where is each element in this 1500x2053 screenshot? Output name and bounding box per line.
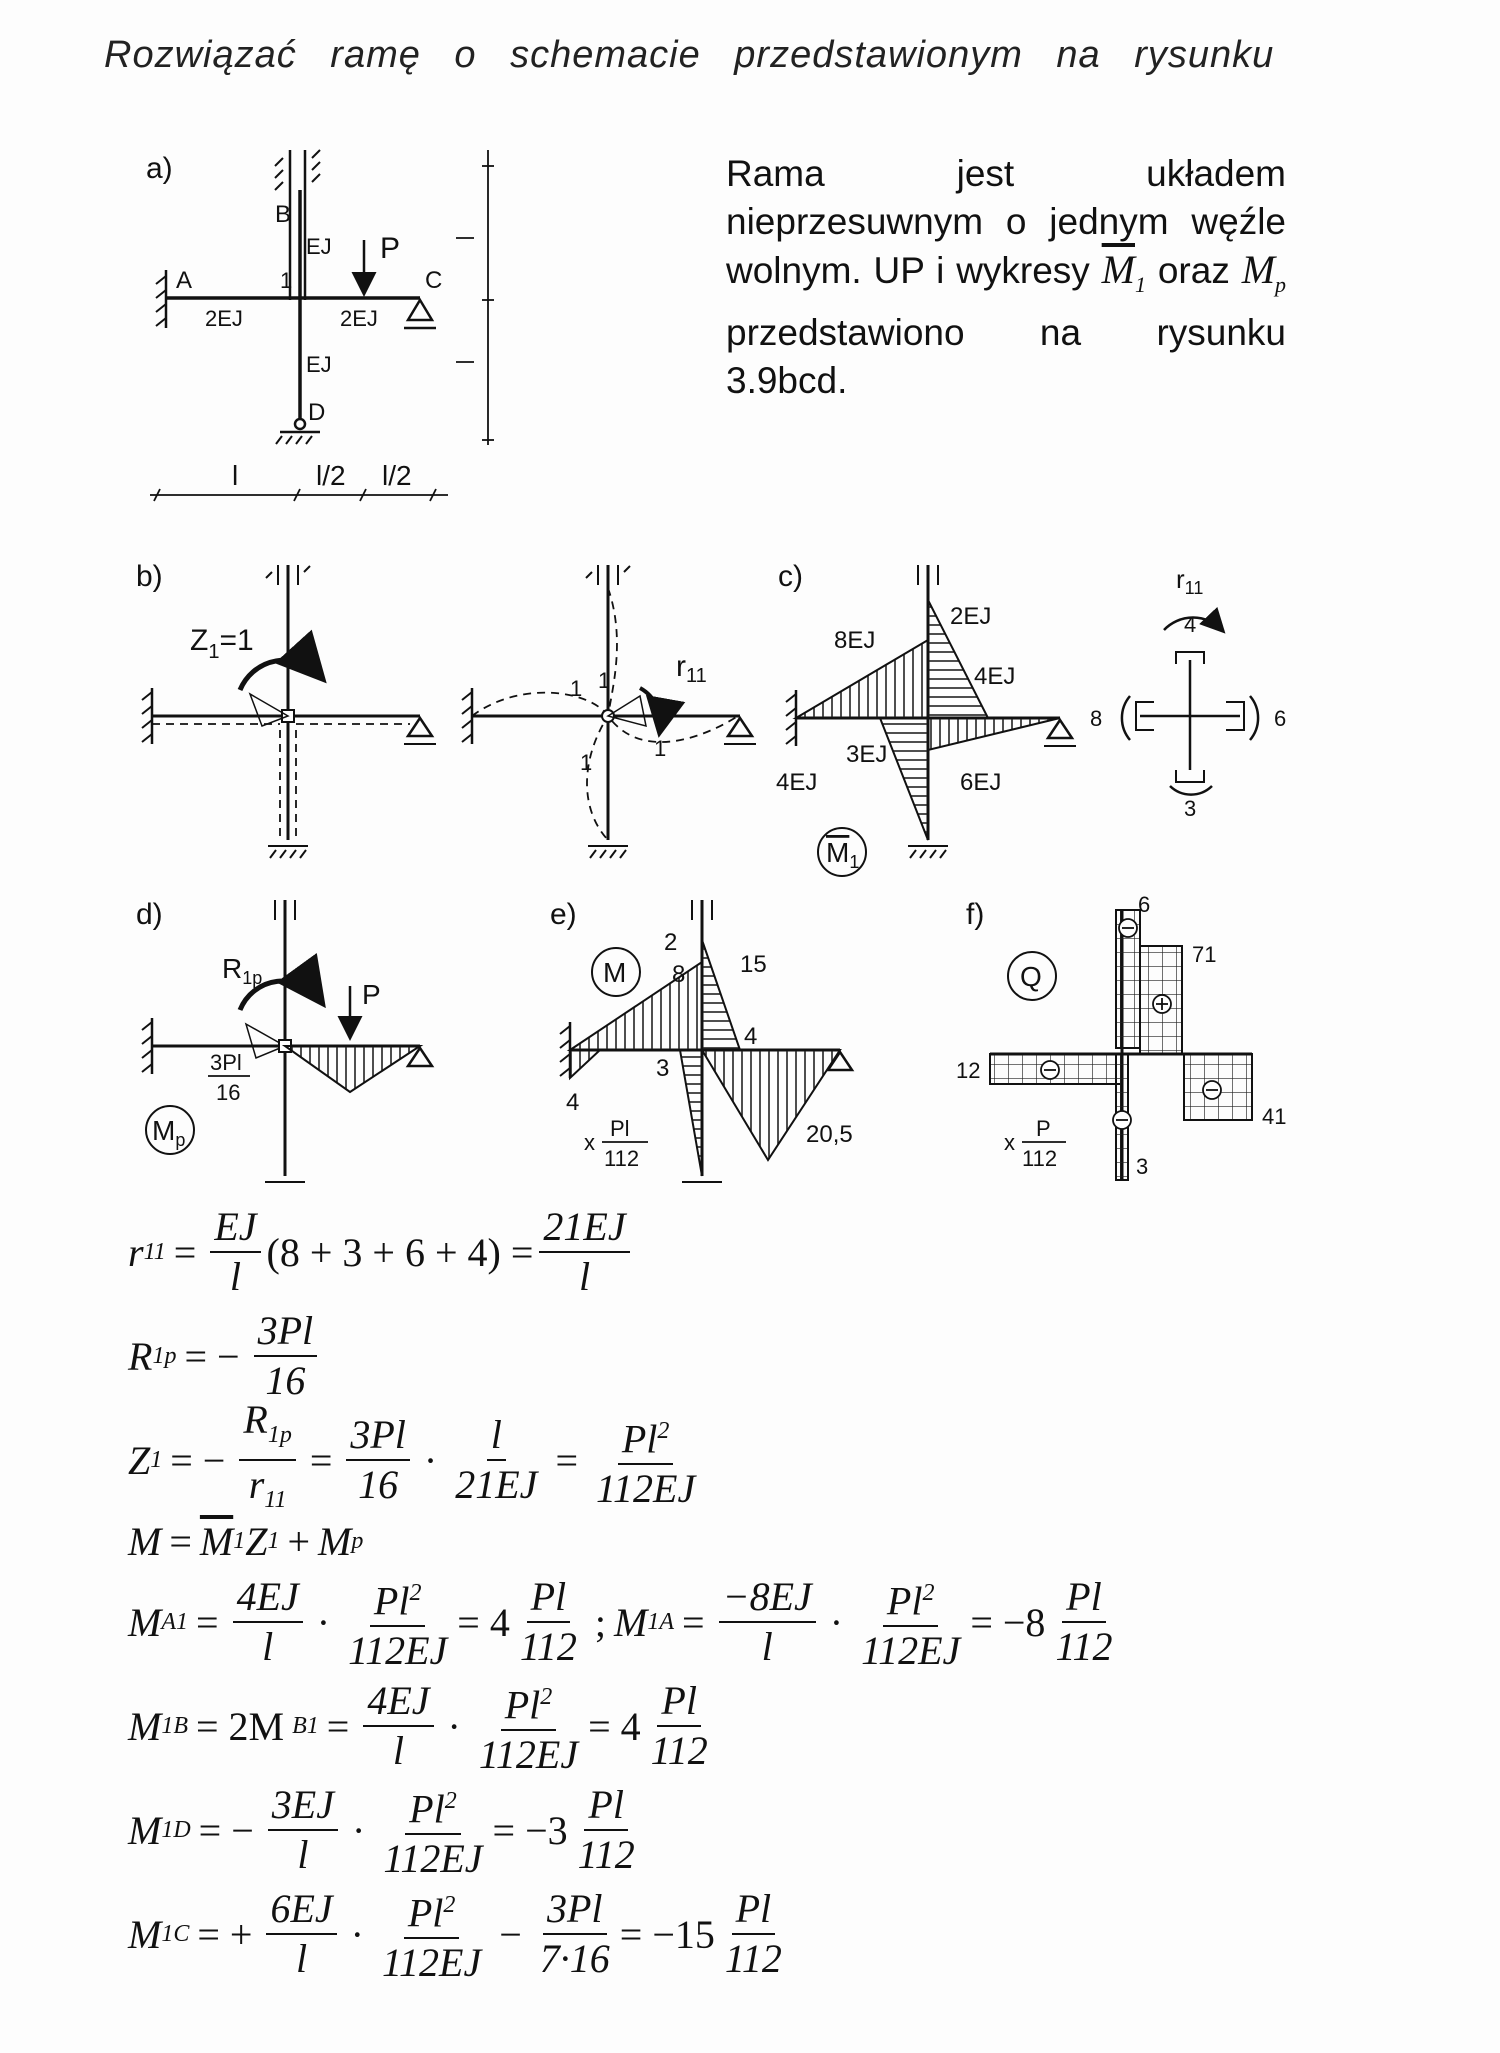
stiffness-left: 2EJ: [205, 306, 243, 331]
fig-e-8: 8: [672, 961, 686, 988]
eq-r11: r 11 = $\frac{EJ}{l}$ (8 + 3 + 6 + 4) = $\frac{21EJ}{l}$: [128, 1200, 1228, 1304]
fig-e-label: e): [550, 898, 577, 931]
fig-c-4ej-top: 4EJ: [974, 663, 1016, 690]
fig-d-load: P: [362, 979, 381, 1010]
moment-left: 8: [1090, 706, 1103, 731]
fig-c-3ej: 3EJ: [846, 741, 888, 768]
eq-ma1: M A1 = $\frac{4EJ}{l}$ · $\frac{Pl^2}{112EJ}$ = 4 $\frac{Pl}{112}$ ; M 1A = $\frac{-8EJ}{l}$ · $\frac{Pl^2}{112EJ}$ = −8 $\frac{Pl}{112}$: [128, 1570, 1228, 1674]
fig-f-3: 3: [1136, 1154, 1149, 1179]
load-label: P: [380, 232, 401, 265]
unit-moment-symbol: $\overline{M}$: [1101, 247, 1135, 292]
eq-m1b: M 1B = 2M B1 = $\frac{4EJ}{l}$ · $\frac{Pl^2}{112EJ}$ = 4 $\frac{Pl}{112}$: [128, 1674, 1228, 1778]
eq-z1: Z 1 = − $\frac{R_{1p}}{r_{11}}$ = $\frac{3Pl}{16}$ · $\frac{l}{21EJ}$ = $\frac{Pl^2}{112EJ}$: [128, 1397, 696, 1513]
m1-right-beam: [928, 718, 1060, 750]
page-title: Rozwiązać ramę o schemacie przedstawionym na rysunku: [104, 34, 1275, 76]
fig-e-20-5: 20,5: [806, 1121, 853, 1148]
fig-f-41: 41: [1262, 1104, 1287, 1129]
m-diagram-badge: [592, 948, 640, 996]
svg-text:Mp: $M_p$: [152, 1115, 186, 1150]
fig-b-z1: $Z_1=1$: [190, 624, 254, 663]
fig-c-6ej: 6EJ: [960, 769, 1002, 796]
equations: [128, 1200, 1228, 1986]
vertical-dimension: [456, 150, 494, 445]
fig-c-2ej: 2EJ: [950, 603, 992, 630]
fig-c-4ej-left: 4EJ: [776, 769, 818, 796]
stiffness-top: EJ: [306, 234, 332, 259]
figure-e: [550, 898, 853, 1182]
fig-a-label: a): [146, 152, 173, 185]
figure-c: [776, 560, 1286, 876]
q-diagram-badge: [1008, 952, 1056, 1000]
dimension-l2-right: l/2: [382, 460, 412, 491]
fig-b-r11: $r_{11}$: [676, 650, 707, 687]
figure-b: [136, 560, 756, 858]
svg-text:M: M: [603, 957, 627, 988]
frame-description: Rama jest układem nieprzesuwnym o jednym węźle wolnym. UP i wykresy $\overline{M}_1$ oraz $M_p$ przedstawiono na rysunku 3.9bcd.: [726, 153, 1287, 401]
moment-bottom: 3: [1184, 796, 1197, 821]
node-a: A: [176, 267, 193, 294]
left-fixed-support: [156, 270, 166, 328]
rotation-left: 1: [570, 676, 583, 701]
fig-f-scale-den: 112: [1022, 1146, 1058, 1171]
m1-bottom-column: [880, 718, 928, 840]
mp-diagram-badge: [146, 1106, 194, 1154]
load-moment-symbol: M: [1241, 247, 1276, 292]
m-bottom-column: [680, 1050, 702, 1176]
description-line-1: Rama jest układem nieprzesuwnym o jednym węźle wolnym. UP i wykresy: [726, 153, 1286, 291]
fig-d-3pl: 3Pl: [210, 1050, 242, 1075]
description-conjunction: oraz: [1157, 250, 1230, 291]
moment-right: 6: [1274, 706, 1287, 731]
fig-f-scale-x: x: [1004, 1130, 1015, 1155]
rotation-right: 1: [654, 736, 667, 761]
fig-e-scale-den: 112: [604, 1146, 640, 1171]
fig-f-scale-num: P: [1036, 1116, 1051, 1141]
fig-d-16: 16: [216, 1080, 241, 1105]
node-d: D: [308, 399, 326, 426]
fig-b-label: b): [136, 560, 163, 593]
node-equilibrium: [1122, 618, 1258, 795]
svg-text:M1: $M_1$: [826, 837, 860, 872]
moment-top: 4: [1184, 612, 1197, 637]
fig-e-15: 15: [740, 951, 767, 978]
right-roller-support: [404, 300, 436, 328]
fig-e-4-left: 4: [566, 1089, 580, 1116]
fig-d-r1p: $R_{1p}$: [222, 953, 263, 988]
fig-e-scale-x: x: [584, 1130, 595, 1155]
node-1: 1: [280, 268, 293, 293]
fig-f-6: 6: [1138, 892, 1151, 917]
fig-e-4-top: 4: [744, 1023, 758, 1050]
mp-diagram-fill: [285, 1046, 420, 1092]
svg-text:Q: Q: [1020, 961, 1042, 992]
stiffness-bottom: EJ: [306, 352, 332, 377]
fig-f-12: 12: [956, 1058, 981, 1083]
m-top-column: [702, 940, 740, 1050]
rotation-top: 1: [598, 668, 611, 693]
rotation-bottom: 1: [580, 750, 593, 775]
figure-f: [956, 892, 1286, 1180]
eq-r1p: R 1p = − $\frac{3Pl}{16}$: [128, 1304, 1228, 1408]
eq-superposition: M = $\overline{M}$ 1 Z 1 + M p: [128, 1518, 364, 1564]
eq-m1c: M 1C = + $\frac{6EJ}{l}$ · $\frac{Pl^2}{112EJ}$ − $\frac{3Pl}{7\cdot 16}$ = −15 $\frac{Pl}{112}$: [128, 1882, 1228, 1986]
fig-c-label: c): [778, 560, 803, 593]
fig-f-71: 71: [1192, 942, 1217, 967]
dimension-l2-left: l/2: [316, 460, 346, 491]
fig-c-8ej: 8EJ: [834, 627, 876, 654]
m1-diagram-badge: [818, 828, 866, 876]
fig-e-3: 3: [656, 1055, 670, 1082]
node-b: B: [275, 201, 292, 228]
fig-c-r11: $r_{11}$: [1176, 564, 1204, 598]
fig-f-label: f): [966, 898, 985, 931]
fig-e-scale-num: Pl: [610, 1116, 630, 1141]
fig-e-2: 2: [664, 929, 678, 956]
dimension-l: l: [232, 460, 239, 491]
stiffness-right: 2EJ: [340, 306, 378, 331]
figure-a: [146, 150, 494, 501]
node-c: C: [425, 267, 443, 294]
description-line-2: przedstawiono na rysunku 3.9bcd.: [726, 312, 1286, 401]
fig-d-label: d): [136, 898, 163, 931]
eq-m1d: M 1D = − $\frac{3EJ}{l}$ · $\frac{Pl^2}{112EJ}$ = −3 $\frac{Pl}{112}$: [128, 1778, 1228, 1882]
figure-d: [136, 898, 432, 1182]
